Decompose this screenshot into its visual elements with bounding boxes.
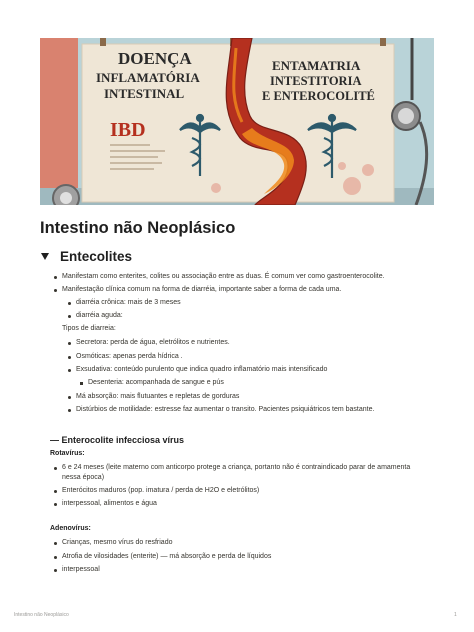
list-item: Má absorção: mais flutuantes e repletas de gorduras [76,393,240,400]
toggle-triangle-icon[interactable] [41,253,49,260]
banner-right-title-3: E ENTEROCOLITÉ [262,89,375,103]
bullet-dot-icon [54,289,57,292]
list-item: Osmóticas: apenas perda hídrica . [76,353,183,360]
stethoscope-left-icon [53,185,79,205]
label-adenovirus: Adenovírus: [50,525,91,532]
header-banner-image [40,38,434,205]
poster-clip [380,38,386,46]
decorative-dot [343,177,361,195]
list-item: Exsudativa: conteúdo purulento que indica quadro inflamatório mais intensificado [76,366,328,373]
page-title: Intestino não Neoplásico [40,219,236,237]
bullet-dot-icon [54,503,57,506]
list-item: diarréia crônica: mais de 3 meses [76,299,181,306]
list-item-continuation: nessa época) [62,474,105,481]
bullet-dot-icon [68,342,71,345]
banner-right-title-2: INTESTITORIA [270,74,362,88]
list-item: Crianças, mesmo vírus do resfriado [62,539,173,546]
decorative-dot [211,183,221,193]
bullet-square-icon [80,382,83,385]
paragraph-tipos: Tipos de diarreia: [62,325,116,332]
banner-left-title-1: DOENÇA [118,49,192,68]
banner-right-title-1: ENTAMATRIA [272,58,361,73]
list-item: Secretora: perda de água, eletrólitos e nutrientes. [76,339,230,346]
label-rotavirus: Rotavírus: [50,450,85,457]
decorative-dot [338,162,346,170]
list-item: 6 e 24 meses (leite materno com anticorpo protege a criança, portanto não é contraindicado parar de amamenta [62,464,411,471]
bullet-dot-icon [68,396,71,399]
toggle-heading-entecolites[interactable] [40,249,132,264]
ibd-logo-text: IBD [110,119,146,141]
subheading-enterocolite: — Enterocolite infecciosa vírus [50,435,185,445]
bullet-dot-icon [68,356,71,359]
footer-page-number: 1 [454,612,457,618]
section-heading: Entecolites [60,249,133,264]
poster-clip [100,38,106,46]
banner-left-title-3: INTESTINAL [104,86,185,101]
list-item: Manifestam como enterites, colites ou associação entre as duas. É comum ver como gastroenterocolite. [62,273,385,280]
bullet-dot-icon [54,542,57,545]
footer-title: Intestino não Neoplásico [14,612,69,618]
list-item: diarréia aguda: [76,312,123,319]
list-item: interpessoal [62,566,100,573]
bullet-dot-icon [68,369,71,372]
decorative-dot [362,164,374,176]
bullet-dot-icon [54,556,57,559]
bullet-dot-icon [68,302,71,305]
ibd-illustration [40,38,434,205]
bullet-dot-icon [54,569,57,572]
bullet-dot-icon [68,409,71,412]
banner-left-title-2: INFLAMATÓRIA [96,70,200,85]
bullet-dot-icon [54,276,57,279]
list-item: Distúrbios de motilidade: estresse faz aumentar o transito. Pacientes psiquiátricos tem bastante. [76,406,375,413]
list-item: Enterócitos maduros (pop. imatura / perda de H2O e eletrólitos) [62,487,260,494]
bullet-dot-icon [54,467,57,470]
list-item: Atrofia de vilosidades (enterite) — má absorção e perda de líquidos [62,553,272,560]
bullet-dot-icon [54,490,57,493]
list-item: Manifestação clínica comum na forma de diarréia, importante saber a forma de cada uma. [62,286,342,293]
banner-left-band [40,38,78,205]
bullet-dot-icon [68,315,71,318]
list-item: interpessoal, alimentos e água [62,500,157,507]
list-item: Desenteria: acompanhada de sangue e pús [88,379,224,386]
